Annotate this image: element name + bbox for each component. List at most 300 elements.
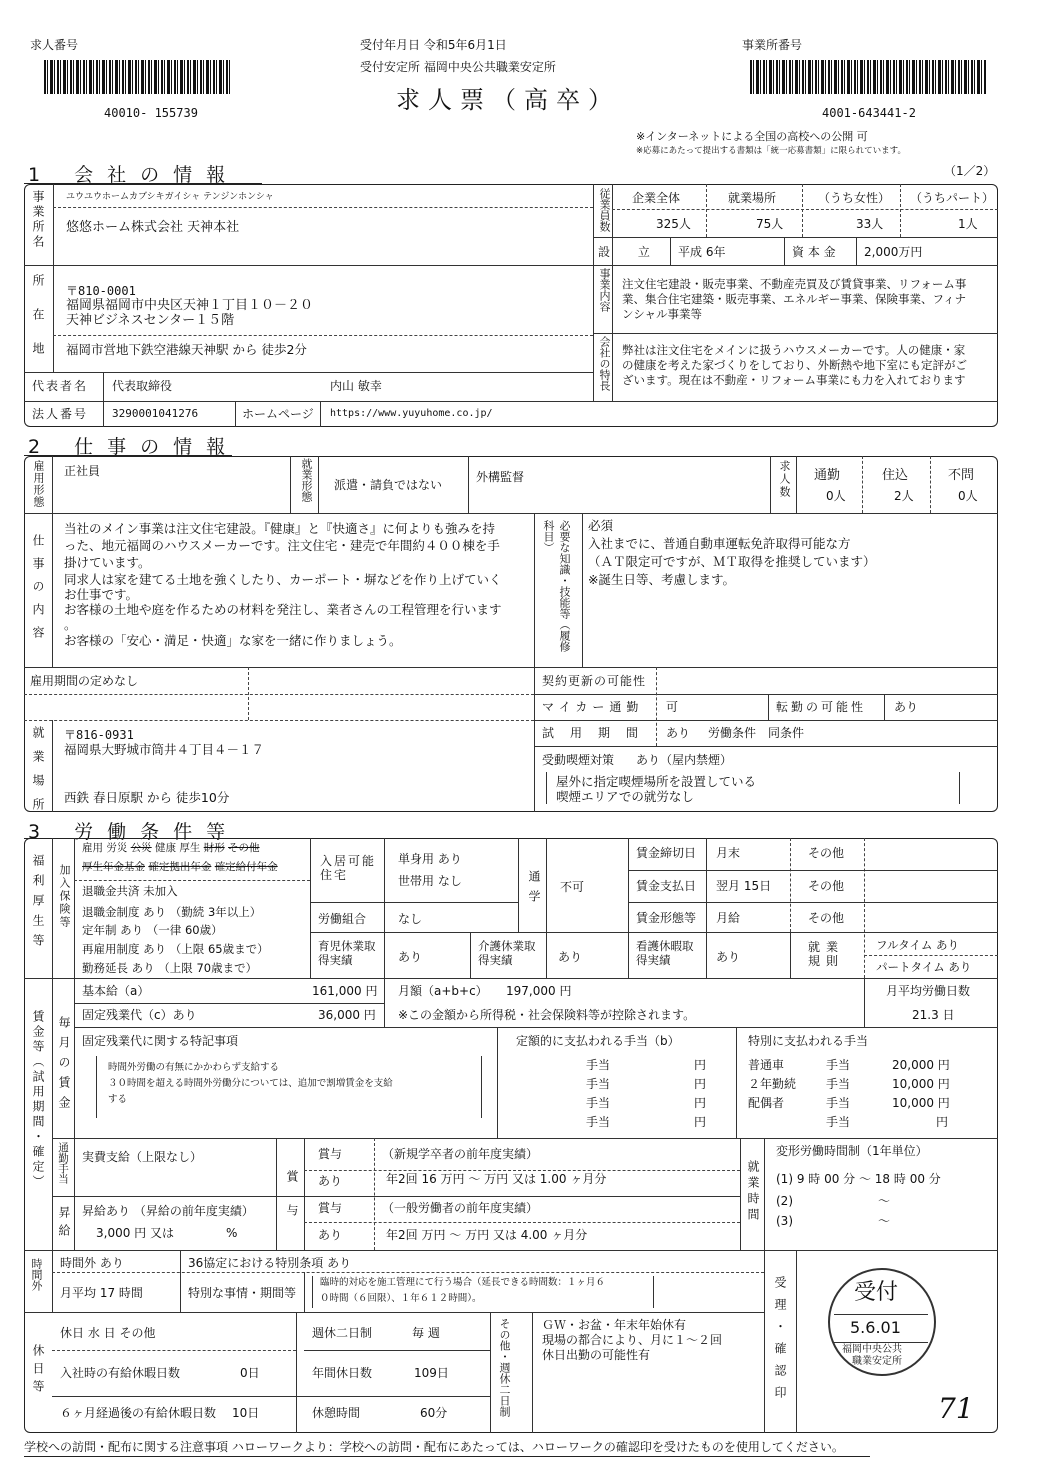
wage-close: 月末: [716, 846, 741, 860]
raise-amount: 3,000 円 又は: [96, 1226, 174, 1240]
smoking: あり（屋内禁煙）: [636, 753, 733, 767]
job-content-3: 掛けています。: [64, 555, 151, 570]
divider: [862, 456, 863, 513]
car-commute: 可: [666, 700, 679, 714]
overtime-36: 36協定における特別条項 あり: [188, 1256, 352, 1270]
homepage-label: ホームページ: [242, 407, 314, 421]
divider: [24, 667, 998, 668]
divider: [24, 720, 534, 721]
work-hours-1: (1) 9 時 00 分 ～ 18 時 00 分: [776, 1172, 941, 1186]
workplace-postal: 〒816-0931: [64, 728, 134, 742]
break-time-label: 休憩時間: [312, 1406, 361, 1420]
overtime-note-1: 時間外労働の有無にかかわらず支給する: [108, 1062, 280, 1073]
car-commute-label: マイカー通勤: [542, 700, 644, 714]
work-hours-2-tilde: ～: [878, 1194, 891, 1208]
feature-line-1: 弊社は注文住宅をメインに扱うハウスメーカーです。人の健康・家: [622, 343, 966, 357]
bonus-label: 賞与: [285, 1170, 299, 1238]
divider: [53, 207, 593, 208]
rehire-system: 再雇用制度 あり （上限 65歳まで）: [82, 942, 269, 956]
feature-line-3: ざいます。現在は不動産・リフォーム事業にも力を入れております: [622, 373, 966, 387]
divider: [74, 1003, 384, 1004]
address-label: 所在地: [31, 274, 45, 376]
divider: [884, 694, 885, 720]
hires-any-label: 不問: [948, 468, 975, 483]
feature-label: 会社の特長: [598, 336, 611, 391]
accept-date: 受付年月日 令和5年6月1日: [360, 38, 507, 52]
divider: [384, 838, 385, 978]
special-allowance-label: 特別に支払われる手当: [748, 1034, 869, 1048]
wage-section-label: 賃金等（試用期間・確定）: [31, 1010, 45, 1190]
divider: [103, 372, 104, 427]
trial-condition-label: 労働条件: [708, 726, 757, 740]
special-allowance-1-word: 手当: [826, 1058, 851, 1072]
workplace-address: 福岡県大野城市筒井４丁目４－１７: [64, 742, 265, 757]
holidays: 休日 水 日 その他: [60, 1326, 156, 1340]
divider: [235, 401, 236, 427]
feature-line-2: の健康を考えた家づくりをしており、外断熱や地下室にも定評がご: [622, 358, 967, 372]
work-hours-3-tilde: ～: [878, 1214, 891, 1228]
transfer-label: 転勤の可能性: [776, 700, 867, 714]
receipt-stamp-office-1: 福岡中央公共: [842, 1344, 902, 1355]
employees-company: 325人: [656, 217, 691, 231]
hires-commute: 0人: [826, 489, 846, 503]
work-hours-2: (2): [776, 1194, 793, 1208]
special-allowance-2-name: ２年勤続: [748, 1077, 797, 1091]
school-attendance-label: 通学: [527, 870, 541, 910]
rep-name: 内山 敏幸: [330, 379, 382, 393]
divider: [490, 1312, 491, 1433]
monthly-total-label: 月額（a+b+c）: [398, 984, 488, 998]
divider: [740, 1138, 741, 1250]
job-number-barcode: [44, 60, 232, 94]
raise-percent: %: [226, 1226, 238, 1240]
holiday-other-3: 休日出勤の可能性有: [542, 1348, 651, 1362]
special-circumstance-1: 臨時的対応を施工管理にて行う場合（延長できる時間数：１ヶ月６: [320, 1277, 606, 1288]
divider: [304, 1170, 740, 1171]
sick-care-leave-label: 看護休暇取得実績: [636, 939, 694, 967]
accept-office: 受付安定所 福岡中央公共職業安定所: [360, 60, 556, 74]
wage-type-other: その他: [808, 911, 845, 925]
divider: [52, 1350, 296, 1351]
divider: [52, 720, 53, 812]
divider: [374, 1138, 375, 1250]
base-salary-label: 基本給（a）: [82, 984, 150, 998]
holiday-other-label: その他・週休二日制: [498, 1318, 511, 1417]
overtime-note-2: ３０時間を超える時間外労働分については、追加で割増賃金を支給: [108, 1078, 393, 1089]
divider: [534, 720, 998, 721]
employees-female: 33人: [856, 217, 884, 231]
divider: [518, 838, 519, 932]
tax-note: ※この金額から所得税・社会保険料等が控除されます。: [398, 1008, 696, 1022]
established: 平成 6年: [678, 245, 726, 259]
company-name: 悠悠ホーム株式会社 天神本社: [66, 220, 240, 235]
divider: [497, 1027, 498, 1138]
fixed-allowance-2: 手当: [586, 1077, 611, 1091]
bonus-new-label: （新規学卒者の前年度実績）: [382, 1147, 539, 1161]
raise-label: 昇給: [57, 1206, 71, 1242]
divider: [796, 456, 797, 513]
work-rules-fulltime: フルタイム あり: [876, 938, 960, 952]
rep-label: 代表者名: [32, 379, 89, 393]
wage-close-label: 賃金締切日: [636, 846, 697, 860]
weekly-two-days-label: 週休二日制: [312, 1326, 373, 1340]
overtime: 時間外 あり: [60, 1256, 124, 1270]
workplace-label: 就業場所: [31, 726, 45, 822]
divider: [52, 1272, 764, 1273]
renewal-label: 契約更新の可能性: [542, 674, 647, 688]
overtime-note-3: する: [108, 1094, 128, 1105]
divider: [276, 1138, 277, 1250]
divider: [856, 237, 857, 265]
divider: [24, 1312, 764, 1313]
childcare-leave-label: 育児休業取得実績: [318, 939, 376, 967]
business-line-3: ンシャル事業等: [622, 307, 702, 321]
fixed-allowance-3: 手当: [586, 1096, 611, 1110]
avg-days: 21.3 日: [912, 1008, 955, 1022]
divider: [468, 456, 469, 513]
divider: [764, 1138, 765, 1250]
corp-no: 3290001041276: [112, 407, 199, 420]
divider: [790, 838, 791, 932]
divider: [802, 184, 803, 237]
bonus-general-yes: あり: [318, 1228, 343, 1242]
sick-care-leave: あり: [716, 950, 741, 964]
commute-allowance-label: 通勤手当: [57, 1142, 69, 1184]
job-content-1: 当社のメイン事業は注文住宅建設。『健康』と『快適さ』に何よりも強みを持: [64, 521, 496, 536]
retirement-age: 定年制 あり （一律 60歳）: [82, 923, 223, 937]
special-allowance-3: 10,000 円: [892, 1096, 950, 1110]
union-label: 労働組合: [318, 912, 367, 926]
page-number: （1／2）: [944, 164, 996, 178]
divider: [296, 1312, 297, 1433]
holiday-other-1: ＧＷ・お盆・年末年始休有: [542, 1318, 687, 1332]
insurance-line-2: 厚生年金基金 確定拠出年金 確定給付年金: [82, 861, 278, 873]
fixed-overtime: 36,000 円: [318, 1008, 376, 1022]
skills-4: ※誕生日等、考慮します。: [588, 572, 735, 587]
special-allowance-1: 20,000 円: [892, 1058, 950, 1072]
capital-label: 資 本 金: [792, 245, 836, 259]
rep-title: 代表取締役: [112, 379, 173, 393]
job-content-8: お客様の「安心・満足・快適」な家を一緒に作りましょう。: [64, 633, 402, 648]
office-number-barcode: [750, 60, 986, 94]
footer-underline: [24, 1456, 870, 1457]
divider: [24, 694, 534, 695]
break-time: 60分: [420, 1406, 448, 1420]
school-attendance: 不可: [560, 880, 585, 894]
receipt-stamp-line: [834, 1314, 928, 1315]
insurance-line-1: 雇用 労災 公災 健康 厚生 財形 その他: [82, 842, 260, 854]
smoking-detail-1: 屋外に指定喫煙場所を設置している: [556, 774, 757, 789]
fixed-overtime-label: 固定残業代（c）あり: [82, 1008, 197, 1022]
employees-header-female: （うち女性）: [818, 191, 891, 205]
divider: [593, 184, 594, 402]
divider: [900, 184, 901, 237]
nursing-care-leave-label: 介護休業取得実績: [478, 939, 536, 967]
divider: [764, 1250, 765, 1433]
divider: [582, 513, 583, 667]
receipt-label: 受理・確認印: [773, 1276, 787, 1408]
transfer: あり: [894, 700, 919, 714]
receipt-stamp-date: 5.6.01: [850, 1318, 901, 1337]
annual-holidays: 109日: [414, 1366, 449, 1380]
job-content-5: お仕事です。: [64, 587, 139, 602]
fixed-allowance-2-yen: 円: [694, 1077, 707, 1091]
employment-period: 雇用期間の定めなし: [30, 674, 139, 688]
divider: [180, 1250, 181, 1312]
company-address-2: 天神ビジネスセンター１５階: [66, 313, 235, 328]
fixed-allowance-4: 手当: [586, 1115, 611, 1129]
divider: [546, 838, 547, 932]
established-label: 設 立: [598, 245, 662, 259]
holiday-label: 休日等: [31, 1344, 45, 1398]
divider: [74, 978, 75, 1250]
office-number-label: 事業所番号: [742, 38, 803, 52]
divider: [52, 1138, 998, 1139]
smoking-detail-2: 喫煙エリアでの就労なし: [556, 789, 694, 804]
divider: [24, 372, 593, 373]
job-content-4: 同求人は家を建てる土地を強くしたり、カーポート・塀などを作り上げていく: [64, 572, 502, 587]
skills-label: 必要な知識・技能等（履修科目）: [542, 520, 571, 652]
nursing-care-leave: あり: [558, 950, 583, 964]
homepage-link[interactable]: https://www.yuyuhome.co.jp/: [330, 408, 493, 419]
special-allowance-3-word: 手当: [826, 1096, 851, 1110]
divider: [24, 401, 998, 402]
divider: [53, 184, 54, 372]
work-hours-label: 就業時間: [746, 1160, 760, 1224]
divider: [52, 978, 53, 1250]
work-type-label: 就業形態: [300, 458, 313, 502]
divider: [24, 978, 998, 979]
trial: あり: [666, 726, 691, 740]
skills-2: 入社までに、普通自動車運転免許取得可能な方: [588, 536, 851, 551]
job-number-label: 求人番号: [30, 38, 79, 52]
bonus-general: 年2回 万円 ～ 万円 又は 4.00 ヶ月分: [386, 1228, 588, 1242]
divider: [290, 456, 291, 513]
divider: [534, 746, 998, 747]
special-allowance-2-word: 手当: [826, 1077, 851, 1091]
fixed-allowance-4-yen: 円: [694, 1115, 707, 1129]
divider: [74, 838, 75, 978]
skills-3: （ＡＴ限定可ですが、ＭＴ取得を推奨しています）: [588, 554, 876, 569]
flex-label: 変形労働時間制（1年単位）: [776, 1144, 928, 1158]
bonus-new-word: 賞与: [318, 1147, 343, 1161]
divider: [310, 932, 998, 933]
divider: [796, 1250, 797, 1433]
divider: [770, 456, 771, 513]
employees-part: 1人: [958, 217, 978, 231]
special-circumstance-label: 特別な事情・期間等: [188, 1286, 297, 1300]
receipt-stamp-line: [834, 1342, 928, 1343]
divider: [656, 667, 657, 746]
employees-header-site: 就業場所: [728, 191, 777, 205]
business-line-2: 業、集合住宅建築・販売事業、エネルギー事業、保険事業、フィナ: [622, 292, 967, 306]
capital: 2,000万円: [864, 245, 923, 259]
union: なし: [398, 912, 423, 926]
divider: [670, 237, 671, 265]
work-hours-3: (3): [776, 1214, 793, 1228]
divider: [612, 184, 613, 402]
hires-live-in: 2人: [894, 489, 914, 503]
work-rules-label: 就業規則: [808, 940, 845, 969]
divider: [248, 667, 249, 720]
footer-note: 学校への訪問・配布に関する注意事項 ハローワークより：学校への訪問・配布にあたっては、ハローワークの確認印を受けたものを使用してください。: [24, 1440, 844, 1454]
job-number: 40010- 155739: [104, 106, 198, 120]
employees-header-part: （うちパート）: [910, 191, 995, 205]
divider: [706, 838, 707, 978]
divider: [304, 1138, 305, 1250]
divider: [864, 955, 998, 956]
divider: [593, 265, 998, 266]
retirement-mutual: 退職金共済 未加入: [82, 884, 178, 898]
trial-label: 試用期間: [542, 726, 655, 740]
work-rules-parttime: パートタイム あり: [876, 960, 972, 974]
trial-condition: 同条件: [768, 726, 805, 740]
divider: [384, 978, 385, 1027]
monthly-wage-label: 毎月の賃金: [57, 1016, 71, 1116]
dormitory-label: 入居可能住宅: [320, 854, 377, 883]
divider: [320, 401, 321, 427]
job-content-label: 仕事の内容: [31, 534, 45, 649]
divider: [593, 237, 998, 238]
overtime-label: 時間外: [30, 1258, 43, 1291]
commute-allowance: 実費支給（上限なし）: [82, 1150, 203, 1164]
job-content-6: お客様の土地や庭を作るための材料を発注し、業者さんの工程管理を行います: [64, 602, 502, 617]
fixed-allowance-label: 定額的に支払われる手当（b）: [516, 1034, 680, 1048]
handwritten-number: 71: [938, 1392, 974, 1425]
hires-any: 0人: [958, 489, 978, 503]
overtime-note-label: 固定残業代に関する特記事項: [82, 1034, 239, 1048]
divider: [784, 237, 785, 265]
divider: [593, 333, 998, 334]
page-title: 求人票（高卒）: [396, 86, 620, 114]
divider: [768, 694, 769, 720]
holiday-other-2: 現場の都合により、月に１～２回: [542, 1333, 723, 1347]
employees-label: 従業員数: [598, 188, 611, 232]
insurance-label: 加入保険等: [58, 864, 71, 929]
divider: [864, 978, 865, 1027]
wage-type: 月給: [716, 911, 741, 925]
skills-1: 必須: [588, 518, 614, 533]
employees-header-company: 企業全体: [632, 191, 681, 205]
dormitory-family: 世帯用 なし: [398, 874, 462, 888]
divider: [310, 838, 311, 978]
divider: [52, 1250, 53, 1312]
receipt-stamp-title: 受付: [854, 1280, 899, 1305]
divider: [736, 1027, 737, 1138]
company-address-1: 福岡県福岡市中央区天神１丁目１０－２０: [66, 298, 314, 313]
annual-holidays-label: 年間休日数: [312, 1366, 373, 1380]
special-allowance-3-name: 配偶者: [748, 1096, 785, 1110]
dormitory-single: 単身用 あり: [398, 852, 462, 866]
bonus-general-label: （一般労働者の前年度実績）: [382, 1201, 539, 1215]
divider: [546, 932, 547, 978]
job-title: 外構監督: [476, 470, 525, 484]
retirement-system: 退職金制度 あり （勤続 3年以上）: [82, 905, 262, 919]
divider: [304, 1350, 490, 1351]
business-line-1: 注文住宅建設・販売事業、不動産売買及び賃貸事業、リフォーム事: [622, 277, 967, 291]
divider: [310, 902, 518, 903]
special-circumstance-2: ０時間（６回限）、１年６１２時間）。: [320, 1293, 482, 1304]
employment-type-label: 雇用形態: [32, 460, 45, 508]
special-allowance-4-word: 手当: [826, 1115, 851, 1129]
divider: [534, 513, 535, 812]
welfare-label: 福利厚生等: [31, 854, 45, 954]
fixed-allowance-1: 手当: [586, 1058, 611, 1072]
divider: [52, 1396, 490, 1397]
wage-pay: 翌月 15日: [716, 879, 772, 893]
wage-pay-other: その他: [808, 879, 845, 893]
internet-note: ※インターネットによる全国の高校への公開 可: [636, 130, 868, 143]
special-allowance-4-yen: 円: [936, 1115, 949, 1129]
apply-note: ※応募にあたって提出する書類は「統一応募書類」に限られています。: [636, 146, 906, 156]
company-name-label: 事業所名: [31, 190, 45, 250]
divider: [930, 456, 931, 513]
divider: [628, 838, 629, 978]
divider: [864, 838, 865, 978]
paid-leave-start: 0日: [240, 1366, 260, 1380]
raise: 昇給あり （昇給の前年度実績）: [82, 1204, 254, 1218]
office-number: 4001-643441-2: [822, 106, 916, 120]
workplace-access: 西鉄 春日原駅 から 徒歩10分: [64, 790, 230, 805]
corp-no-label: 法人番号: [32, 407, 89, 421]
employees-site: 75人: [756, 217, 784, 231]
fixed-allowance-3-yen: 円: [694, 1096, 707, 1110]
divider: [53, 335, 593, 336]
company-kana: ユウユウホームカブシキガイシャ テンジンホンシャ: [66, 192, 274, 202]
section-3-heading: 3 労働条件等: [28, 821, 240, 843]
childcare-leave: あり: [398, 950, 423, 964]
company-postal: 〒810-0001: [66, 284, 136, 298]
work-type: 派遣・請負ではない: [334, 478, 443, 492]
divider: [304, 1222, 740, 1223]
monthly-total: 197,000 円: [506, 984, 572, 998]
hires-live-in-label: 住込: [882, 468, 909, 483]
section-2-heading: 2 仕事の情報: [28, 436, 240, 458]
special-allowance-2: 10,000 円: [892, 1077, 950, 1091]
divider: [532, 1312, 533, 1433]
base-salary: 161,000 円: [312, 984, 378, 998]
divider: [628, 870, 998, 871]
job-content-2: った、地元福岡のハウスメーカーです。注文住宅・建売で年間約４００棟を手: [64, 538, 500, 553]
divider: [318, 456, 319, 513]
divider: [612, 209, 998, 210]
divider: [52, 838, 53, 978]
wage-pay-label: 賃金支払日: [636, 879, 697, 893]
work-extension: 勤務延長 あり （上限 70歳まで）: [82, 961, 258, 975]
divider: [52, 456, 53, 667]
divider: [52, 1196, 740, 1197]
divider: [628, 902, 998, 903]
receipt-stamp-office-2: 職業安定所: [852, 1356, 902, 1367]
special-allowance-1-name: 普通車: [748, 1058, 785, 1072]
hires-label: 求人数: [778, 460, 791, 499]
overtime-average: 月平均 17 時間: [60, 1286, 143, 1300]
smoking-label: 受動喫煙対策: [542, 753, 615, 767]
paid-leave-6m: 10日: [232, 1406, 260, 1420]
divider: [74, 1027, 998, 1028]
company-access: 福岡市営地下鉄空港線天神駅 から 徒歩2分: [66, 342, 307, 357]
weekly-two-days: 毎 週: [412, 1326, 440, 1340]
divider: [24, 1250, 998, 1251]
divider: [74, 880, 310, 881]
divider: [706, 184, 707, 237]
bonus-general-word: 賞与: [318, 1201, 343, 1215]
wage-type-label: 賃金形態等: [636, 911, 697, 925]
bonus-new-yes: あり: [318, 1174, 343, 1188]
paid-leave-6m-label: ６ヶ月経過後の有給休暇日数: [60, 1406, 217, 1420]
divider: [24, 513, 998, 514]
employment-type: 正社員: [64, 464, 101, 478]
